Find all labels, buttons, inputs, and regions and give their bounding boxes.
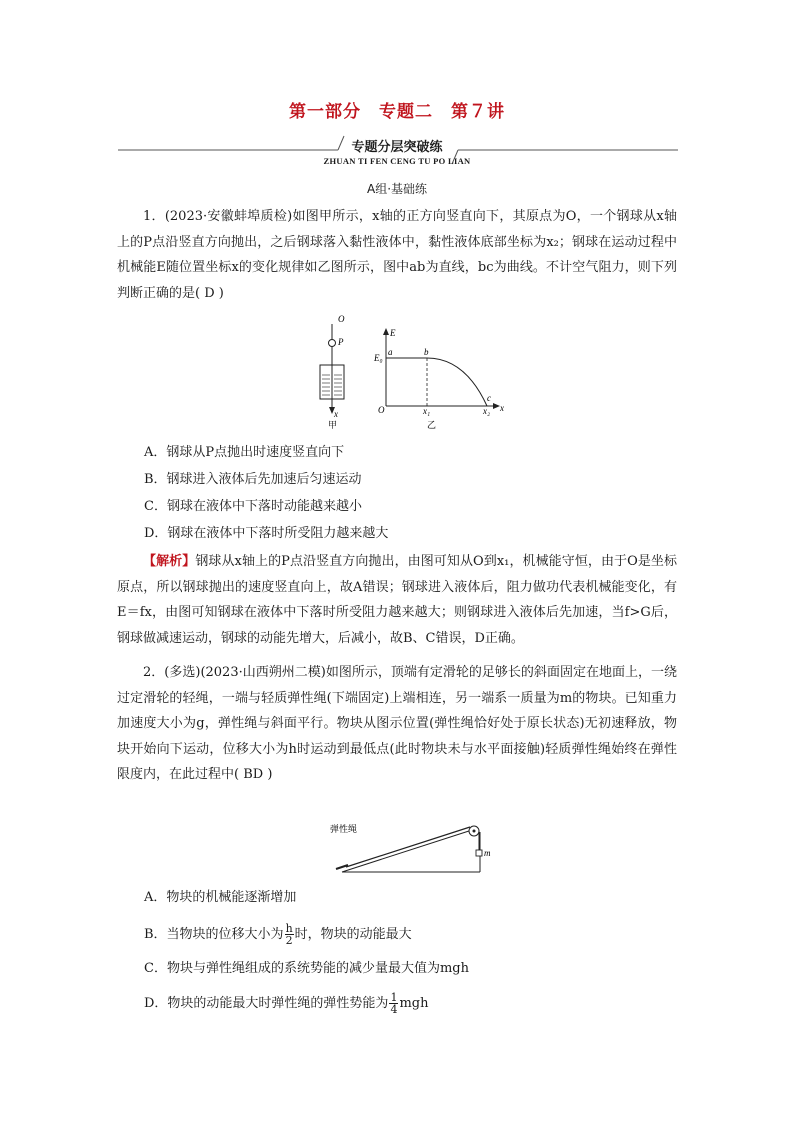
fraction-denominator: 4 bbox=[390, 1003, 398, 1016]
section-subtitle-pinyin: ZHUAN TI FEN CENG TU PO LIAN bbox=[323, 156, 471, 166]
fig1-label-x: x bbox=[334, 409, 338, 419]
option-b-post: 时，物块的动能最大 bbox=[294, 927, 412, 942]
fig1-label-P: P bbox=[338, 337, 344, 347]
question-1-option-a: A．钢球从P点抛出时速度竖直向下 bbox=[144, 445, 345, 460]
option-d-post: mgh bbox=[399, 996, 429, 1011]
fraction-numerator: h bbox=[285, 922, 293, 935]
fraction-1-over-4 bbox=[389, 992, 398, 1015]
section-subtitle: 专题分层突破练 bbox=[351, 140, 443, 155]
fig2-label-rope: 弹性绳 bbox=[330, 824, 358, 834]
option-b-pre: B．当物块的位移大小为 bbox=[144, 927, 284, 942]
analysis-tag: 【解析】 bbox=[143, 554, 196, 569]
fig1-label-yi: 乙 bbox=[427, 420, 437, 430]
question-1-figure bbox=[300, 310, 510, 435]
question-2-option-b bbox=[144, 923, 412, 946]
fraction-denominator: 2 bbox=[285, 934, 293, 947]
fig1-label-origin: O bbox=[378, 405, 385, 415]
question-1-text: 1．(2023·安徽蚌埠质检)如图甲所示，x轴的正方向竖直向下，其原点为O，一个钢球从x轴上的P点沿竖直方向抛出，之后钢球落入黏性液体中，黏性液体底部坐标为x₂；钢球在运动过程中机械能E随位置坐标x的变化规律如乙图所示，图中ab为直线，bc为曲线。不计空气阻力，则下列判断正确的是( D ) bbox=[117, 209, 677, 301]
fig1-label-jia: 甲 bbox=[328, 420, 338, 430]
fraction-numerator: 1 bbox=[390, 991, 398, 1004]
question-2-figure bbox=[330, 820, 500, 876]
analysis-text: 钢球从x轴上的P点沿竖直方向抛出，由图可知从O到x₁，机械能守恒，由于O是坐标原点，所以钢球抛出的速度竖直向上，故A错误；钢球进入液体后，阻力做功代表机械能变化，有E＝fx，由图可知钢球在液体中下落时所受阻力越来越大；则钢球进入液体后先加速，当f>G后，钢球做减速运动，钢球的动能先增大，后减小，故B、C错误，D正确。 bbox=[117, 554, 677, 646]
fig1-label-E0: E₀ bbox=[374, 353, 383, 363]
fig1-label-a: a bbox=[388, 347, 393, 357]
fig2-label-m: m bbox=[484, 848, 491, 858]
group-heading: A组·基础练 bbox=[366, 182, 428, 196]
question-2-option-a: A．物块的机械能逐渐增加 bbox=[144, 890, 297, 905]
fig1-label-x1: x₁ bbox=[423, 406, 431, 416]
fig1-label-x2: x₂ bbox=[483, 406, 491, 416]
fig1-label-E: E bbox=[390, 328, 396, 338]
fig1-label-axis-x: x bbox=[500, 403, 504, 413]
question-1-option-d: D．钢球在液体中下落时所受阻力越来越大 bbox=[144, 526, 389, 541]
fraction-h-over-2 bbox=[285, 923, 294, 946]
question-2-option-c: C．物块与弹性绳组成的系统势能的减少量最大值为mgh bbox=[144, 961, 469, 976]
question-2-option-d bbox=[144, 992, 428, 1015]
option-d-pre: D．物块的动能最大时弹性绳的弹性势能为 bbox=[144, 996, 389, 1011]
fig1-label-O: O bbox=[338, 314, 345, 324]
question-1-option-c: C．钢球在液体中下落时动能越来越小 bbox=[144, 499, 362, 514]
fig1-label-c: c bbox=[487, 393, 491, 403]
question-2-text: 2．(多选)(2023·山西朔州二模)如图所示，顶端有定滑轮的足够长的斜面固定在地面上，一绕过定滑轮的轻绳，一端与轻质弹性绳(下端固定)上端相连，另一端系一质量为m的物块。已知重力加速度大小为g，弹性绳与斜面平行。物块从图示位置(弹性绳恰好处于原长状态)无初速释放，物块开始向下运动，位移大小为h时运动到最低点(此时物块未与水平面接触)轻质弹性绳始终在弹性限度内，在此过程中( BD ) bbox=[117, 665, 677, 782]
question-1-analysis bbox=[117, 549, 677, 651]
fig1-label-b: b bbox=[424, 347, 429, 357]
question-1-option-b: B．钢球进入液体后先加速后匀速运动 bbox=[144, 472, 362, 487]
page-title: 第一部分 专题二 第７讲 bbox=[289, 102, 505, 122]
